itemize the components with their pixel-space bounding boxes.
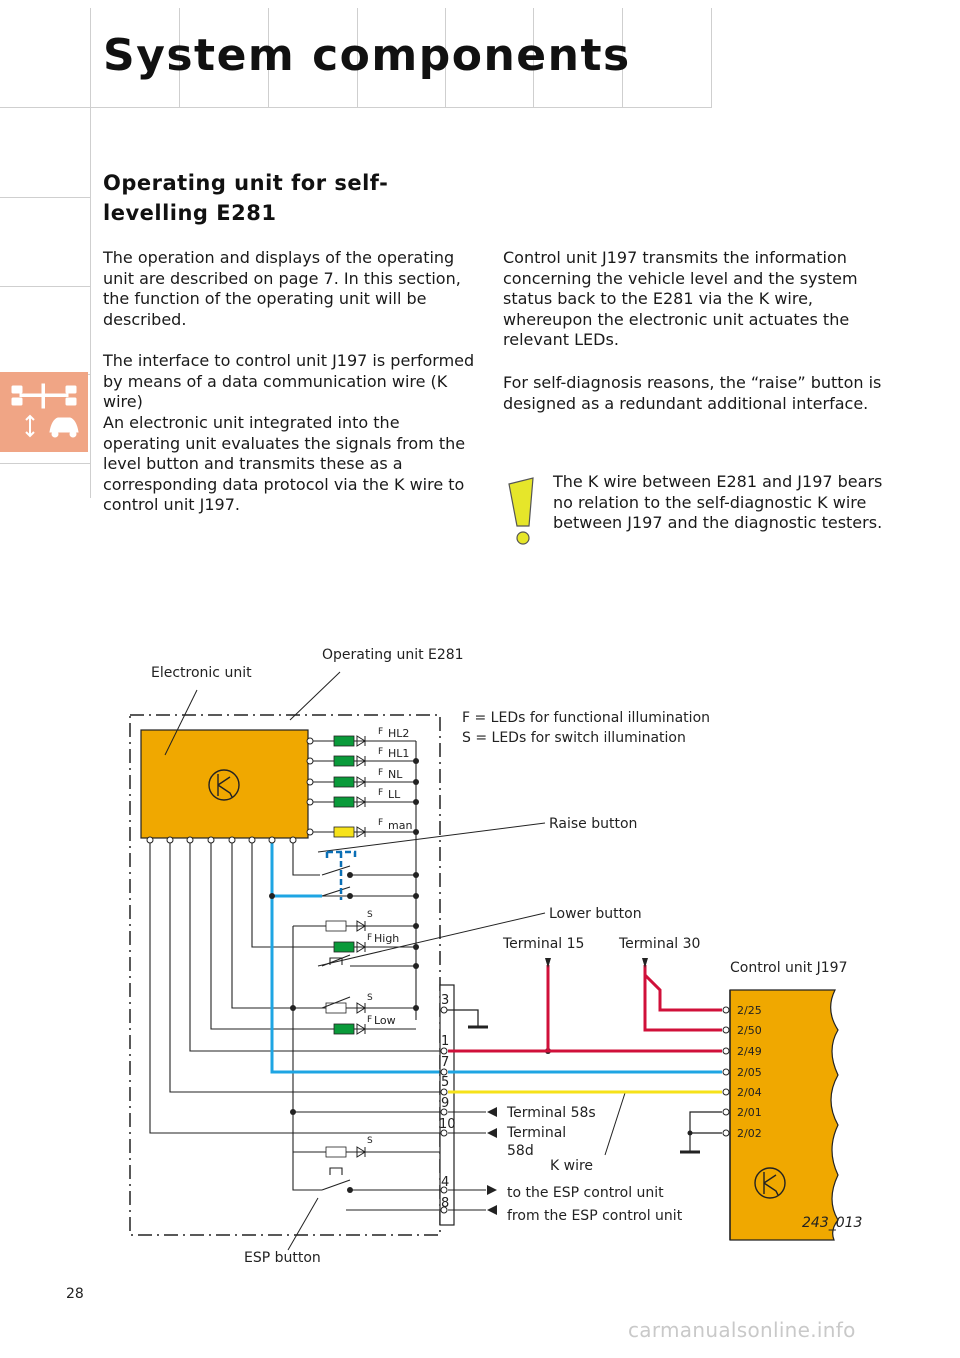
label-from-esp: from the ESP control unit — [507, 1208, 683, 1224]
pin-5: 5 — [441, 1075, 450, 1090]
k-wire-paragraph: The interface to control unit J197 is performed by means of a data communication wire (K wire) — [103, 351, 475, 411]
note-text: The K wire between E281 and J197 bears no relation to the self-diagnostic K wire between J197 and the diagnostic testers. — [553, 472, 883, 532]
led-s-mark: S — [367, 1136, 373, 1146]
led-f-mark: F — [378, 818, 384, 828]
page-number: 28 — [66, 1286, 84, 1302]
pin-8: 8 — [441, 1196, 450, 1211]
label-terminal-58d-2: 58d — [507, 1143, 534, 1159]
led-f-mark: F — [367, 1015, 373, 1025]
label-raise-button: Raise button — [549, 816, 638, 832]
led-s-mark: S — [367, 910, 373, 920]
electronic-unit-box — [141, 730, 308, 838]
label-esp-button: ESP button — [244, 1250, 321, 1266]
label-terminal-15: Terminal 15 — [503, 936, 585, 952]
led-s-mark: S — [367, 993, 373, 1003]
pin-7: 7 — [441, 1055, 450, 1070]
led-label-high: High — [374, 932, 400, 945]
pin-9: 9 — [441, 1096, 450, 1111]
led-label-hl2: HL2 — [388, 727, 410, 740]
pin-4: 4 — [441, 1175, 450, 1190]
j197-pin: 2/05 — [737, 1066, 762, 1079]
led-label-man: man — [388, 819, 413, 832]
led-f-mark: F — [367, 933, 373, 943]
electronic-unit-paragraph: An electronic unit integrated into the operating unit evaluates the signals from the level button and transmits these as a corresponding data protocol via the K wire to control unit J197. — [103, 413, 466, 514]
terminal-30-wire — [645, 965, 722, 1030]
label-control-unit: Control unit J197 — [730, 960, 848, 976]
label-operating-unit: Operating unit E281 — [322, 647, 464, 663]
self-diagnosis-paragraph: For self-diagnosis reasons, the “raise” button is designed as a redundant additional interface. — [503, 373, 882, 413]
watermark: carmanualsonline.info — [628, 1318, 856, 1342]
pin-3: 3 — [441, 993, 450, 1008]
j197-pin: 2/02 — [737, 1127, 762, 1140]
led-f-mark: F — [378, 768, 384, 778]
section-title: Operating unit for self-levelling E281 — [103, 171, 389, 225]
figure-id: 243_013 — [802, 1215, 863, 1231]
label-terminal-58s: Terminal 58s — [507, 1105, 596, 1121]
legend-s: S = LEDs for switch illumination — [462, 730, 686, 746]
led-label-hl1: HL1 — [388, 747, 410, 760]
led-label-ll: LL — [388, 788, 401, 801]
label-k-wire: K wire — [550, 1158, 594, 1174]
pin-1: 1 — [441, 1034, 450, 1049]
led-label-nl: NL — [388, 768, 403, 781]
j197-pin: 2/25 — [737, 1004, 762, 1017]
j197-pin: 2/01 — [737, 1106, 762, 1119]
j197-pin: 2/49 — [737, 1045, 762, 1058]
led-f-mark: F — [378, 747, 384, 757]
intro-paragraph: The operation and displays of the operating unit are described on page 7. In this section, the function of the operating unit will be described. — [103, 248, 461, 329]
led-f-mark: F — [378, 727, 384, 737]
label-lower-button: Lower button — [549, 906, 642, 922]
label-terminal-30: Terminal 30 — [619, 936, 701, 952]
page-title: System components — [103, 30, 631, 81]
label-electronic-unit: Electronic unit — [151, 665, 252, 681]
legend-f: F = LEDs for functional illumination — [462, 710, 711, 726]
j197-pin: 2/04 — [737, 1086, 762, 1099]
label-terminal-58d: Terminal — [507, 1125, 567, 1141]
led-f-mark: F — [378, 788, 384, 798]
pin-10: 10 — [439, 1117, 456, 1132]
control-unit-paragraph: Control unit J197 transmits the information concerning the vehicle level and the system status back to the E281 via the K wire, whereupon the electronic unit actuates the relevant LEDs. — [503, 248, 858, 349]
j197-pin: 2/50 — [737, 1024, 762, 1037]
label-to-esp: to the ESP control unit — [507, 1185, 664, 1201]
led-label-low: Low — [374, 1014, 396, 1027]
